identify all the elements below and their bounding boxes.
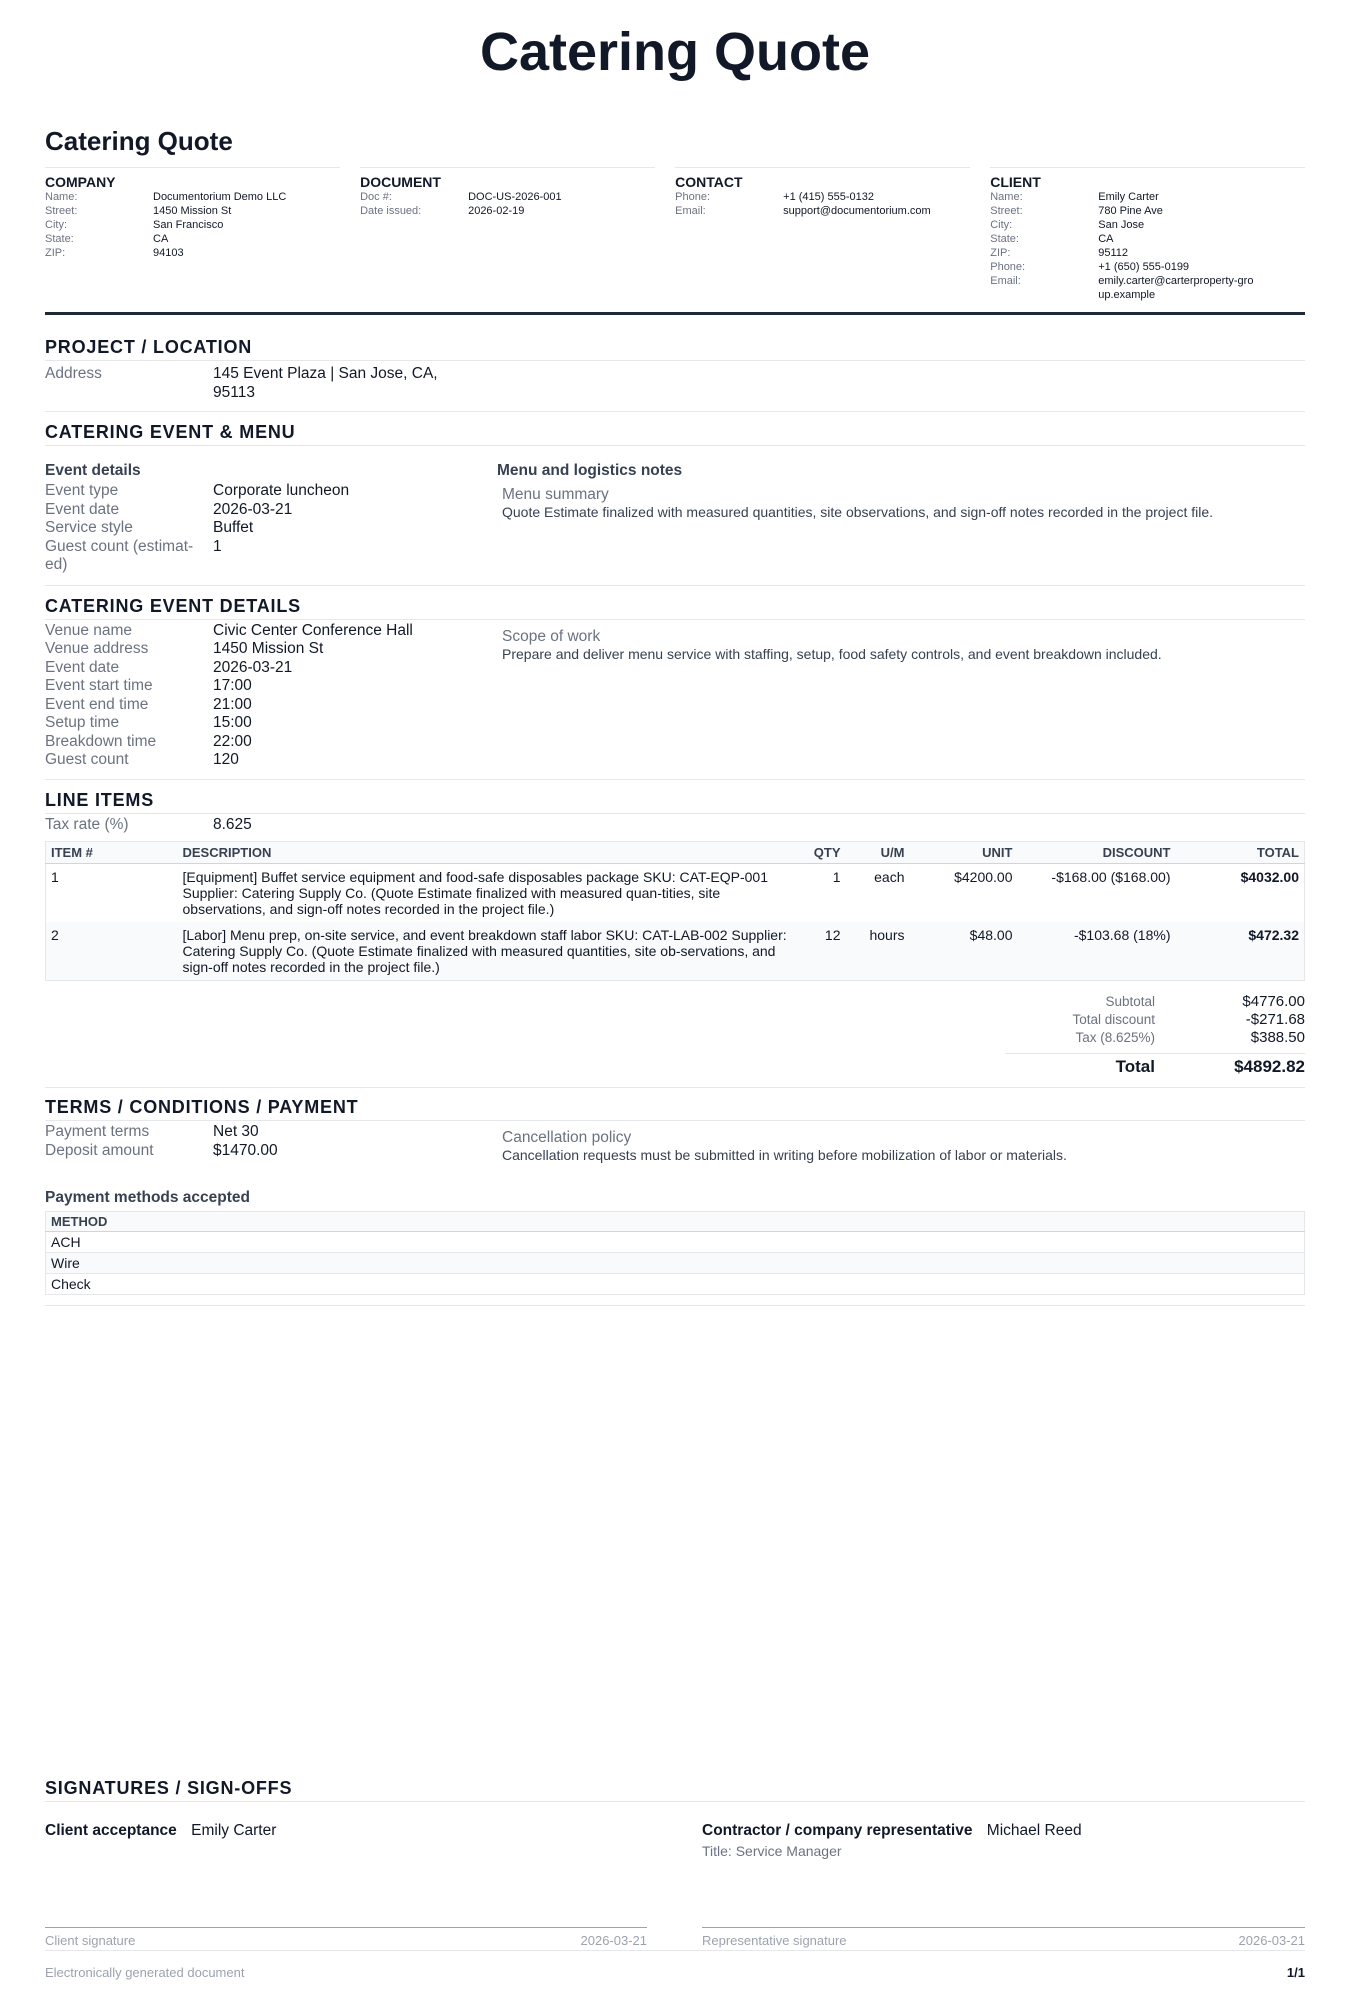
kv-key: Event date (45, 500, 120, 518)
signatures-section (45, 1778, 1305, 1859)
client-signature-block (45, 1822, 647, 1859)
terms-heading: TERMS / CONDITIONS / PAYMENT (45, 1097, 1305, 1121)
event-details-section-heading: CATERING EVENT DETAILS (45, 596, 1305, 620)
kv-key: Guest count (45, 751, 129, 768)
info-row (990, 232, 1305, 246)
info-value: DOC-US-2026-001 (468, 191, 562, 203)
cell-unit: $4200.00 (954, 869, 1013, 885)
info-row (675, 204, 970, 218)
address-value: 145 Event Plaza | San Jose, CA, 95113 (213, 365, 438, 401)
info-value: CA (1098, 233, 1114, 245)
cell-item: 1 (51, 869, 59, 885)
info-row (990, 260, 1305, 274)
client-signature-label: Client signature (45, 1933, 136, 1948)
info-value: San Francisco (153, 219, 224, 231)
info-value: 780 Pine Ave (1098, 205, 1163, 217)
kv-key: Event type (45, 482, 119, 499)
info-row (45, 190, 340, 204)
tax-rate-value: 8.625 (213, 815, 252, 833)
rep-signature-block (702, 1822, 1305, 1859)
info-row (45, 218, 340, 232)
signature-lines (45, 1927, 1305, 1948)
cell-description: [Equipment] Buffet service equipment and food-safe disposables package SKU: CAT-EQP-001 Supplier: Catering Supply Co. (Quote Estimate finalized with measured quan-tities, site observations, and sign-off notes recorded in the project file.) (182, 869, 768, 917)
header-info-grid (45, 167, 1305, 315)
info-row (360, 190, 655, 204)
company-block (45, 167, 360, 302)
kv-key: Setup time (45, 714, 120, 731)
kv-row (45, 519, 497, 538)
kv-value: 15:00 (213, 714, 252, 731)
event-details-column (45, 462, 497, 575)
info-key: Street: (45, 205, 78, 217)
event-details-heading: Event details (45, 462, 141, 479)
kv-row (45, 751, 502, 770)
kv-row (45, 733, 502, 752)
kv-row (45, 696, 502, 715)
menu-summary-label: Menu summary (502, 486, 609, 503)
table-header-row (46, 842, 1305, 864)
cell-unit: $48.00 (910, 922, 1018, 981)
client-signature-line (45, 1927, 647, 1948)
info-row (45, 246, 340, 260)
kv-key: Event end time (45, 695, 149, 713)
col-unit: UNIT (910, 842, 1018, 864)
kv-value: 120 (213, 751, 239, 768)
client-acceptance-label: Client acceptance (45, 1822, 177, 1839)
info-row (45, 204, 340, 218)
cell-um: each (874, 869, 905, 885)
company-heading: COMPANY (45, 167, 340, 190)
info-value: +1 (650) 555-0199 (1098, 261, 1190, 273)
kv-value: 22:00 (213, 732, 252, 750)
totals-block (1005, 993, 1305, 1076)
rep-title: Title: Service Manager (702, 1843, 842, 1859)
total-value: $4892.82 (1234, 1057, 1305, 1076)
kv-key: Event date (45, 658, 120, 676)
signatures-heading: SIGNATURES / SIGN-OFFS (45, 1778, 1305, 1802)
divider (45, 1087, 1305, 1088)
divider (45, 585, 1305, 586)
cell-discount: -$103.68 (18%) (1018, 922, 1176, 981)
tax-value: $388.50 (1250, 1029, 1305, 1046)
kv-value: 21:00 (213, 695, 252, 713)
table-row (46, 864, 1305, 923)
payment-methods-heading: Payment methods accepted (45, 1189, 251, 1206)
client-signature-date: 2026-03-21 (580, 1933, 647, 1948)
info-row (990, 274, 1305, 302)
menu-notes-heading: Menu and logistics notes (497, 462, 683, 479)
info-value: 1450 Mission St (153, 205, 232, 217)
client-name: Emily Carter (191, 1822, 277, 1839)
line-items-heading: LINE ITEMS (45, 790, 1305, 814)
document-page (45, 0, 1305, 2000)
cell-item: 2 (46, 922, 178, 981)
info-row (45, 232, 340, 246)
total-row (1005, 1053, 1305, 1076)
info-value: San Jose (1098, 219, 1145, 231)
method-cell: Check (46, 1274, 1305, 1295)
kv-key: Service style (45, 519, 133, 536)
kv-value: 2026-03-21 (213, 658, 293, 676)
divider (45, 779, 1305, 780)
kv-key: Payment terms (45, 1123, 150, 1140)
info-key: Street: (990, 205, 1023, 217)
info-value: 95112 (1098, 247, 1129, 259)
method-cell: ACH (46, 1232, 1305, 1253)
cell-total: $472.32 (1176, 922, 1305, 981)
footer (45, 1950, 1305, 1980)
address-label: Address (45, 365, 102, 382)
col-description: DESCRIPTION (178, 842, 803, 864)
kv-key: Deposit amount (45, 1141, 154, 1159)
tax-rate-label: Tax rate (%) (45, 815, 129, 833)
kv-row (45, 659, 502, 678)
table-row (46, 1232, 1305, 1253)
menu-summary-text: Quote Estimate finalized with measured quantities, site observations, and sign-off notes recorded in the project file. (502, 504, 1214, 520)
kv-key: Venue name (45, 621, 133, 639)
client-acceptance-line (45, 1822, 647, 1840)
scope-text: Prepare and deliver menu service with staffing, setup, food safety controls, and event breakdown included. (502, 645, 1162, 662)
col-qty: QTY (803, 842, 846, 864)
discount-value: -$271.68 (1245, 1011, 1305, 1028)
kv-row (45, 482, 497, 501)
kv-value: Buffet (213, 519, 254, 536)
col-total: TOTAL (1176, 842, 1305, 864)
table-row (46, 922, 1305, 981)
kv-row (45, 714, 502, 733)
client-block (990, 167, 1305, 302)
event-details-body (45, 622, 1305, 770)
kv-value: 2026-03-21 (213, 500, 293, 518)
info-value: emily.carter@carterproperty-group.example (1098, 275, 1254, 301)
info-key: State: (990, 233, 1019, 245)
kv-key: Breakdown time (45, 732, 157, 750)
cell-description: [Labor] Menu prep, on-site service, and event breakdown staff labor SKU: CAT-LAB-002 Supplier: Catering Supply Co. (Quote Estimate finalized with measured quantities, site ob-servations, and sign-off notes recorded in the project file.) (178, 922, 803, 981)
terms-body (45, 1123, 1305, 1163)
rep-name: Michael Reed (986, 1822, 1082, 1839)
kv-value: 1 (213, 537, 222, 555)
info-key: City: (45, 219, 67, 231)
footer-text: Electronically generated document (45, 1965, 245, 1980)
info-value: +1 (415) 555-0132 (783, 191, 874, 203)
kv-key: Event start time (45, 677, 153, 694)
divider (45, 411, 1305, 412)
menu-notes-column (497, 462, 1305, 575)
subtotal-label: Subtotal (1105, 994, 1155, 1009)
kv-row (45, 1123, 502, 1142)
info-key: ZIP: (45, 247, 66, 259)
info-row (675, 190, 970, 204)
kv-row (45, 501, 497, 520)
line-items-table (45, 841, 1305, 981)
address-row (45, 365, 1305, 402)
kv-value: 1450 Mission St (213, 640, 324, 657)
kv-value: Civic Center Conference Hall (213, 621, 413, 639)
table-header-row (46, 1212, 1305, 1232)
cancellation-text: Cancellation requests must be submitted in writing before mobilization of labor or materials. (502, 1147, 1067, 1163)
kv-key: Venue address (45, 640, 149, 657)
kv-row (45, 622, 502, 641)
document-title: Catering Quote (45, 126, 233, 156)
cell-discount: -$168.00 ($168.00) (1051, 869, 1171, 885)
kv-value: $1470.00 (213, 1141, 278, 1159)
divider (45, 1305, 1305, 1306)
contact-block (675, 167, 990, 302)
tax-row (1005, 1029, 1305, 1047)
info-row (990, 204, 1305, 218)
kv-row (45, 677, 502, 696)
col-um: U/M (846, 842, 910, 864)
info-value: Emily Carter (1098, 191, 1159, 203)
method-cell: Wire (46, 1253, 1305, 1274)
info-row (990, 190, 1305, 204)
event-menu-body (45, 462, 1305, 575)
col-discount: DISCOUNT (1018, 842, 1176, 864)
payment-methods-table (45, 1211, 1305, 1295)
signature-blocks (45, 1822, 1305, 1859)
terms-column (45, 1123, 502, 1163)
kv-row (45, 538, 497, 575)
info-key: State: (45, 233, 74, 245)
event-menu-heading: CATERING EVENT & MENU (45, 422, 1305, 446)
col-method: METHOD (46, 1212, 1305, 1232)
info-value: CA (153, 233, 169, 245)
info-value: 94103 (153, 247, 184, 259)
subtotal-row (1005, 993, 1305, 1011)
rep-line (702, 1822, 1305, 1840)
table-row (46, 1253, 1305, 1274)
kv-value: 17:00 (213, 677, 252, 694)
contact-heading: CONTACT (675, 167, 970, 190)
page-number: 1/1 (1286, 1965, 1305, 1980)
client-heading: CLIENT (990, 167, 1305, 190)
document-heading: DOCUMENT (360, 167, 655, 190)
col-item: ITEM # (46, 842, 178, 864)
cell-um: hours (846, 922, 910, 981)
cell-qty: 1 (832, 869, 841, 885)
discount-label: Total discount (1072, 1012, 1155, 1027)
info-value: support@documentorium.com (783, 205, 931, 217)
project-heading: PROJECT / LOCATION (45, 337, 1305, 361)
info-key: Email: (675, 205, 706, 217)
totals-area (45, 981, 1305, 1087)
info-key: Phone: (990, 261, 1026, 273)
info-key: Email: (990, 275, 1021, 287)
kv-value: Corporate luncheon (213, 482, 350, 499)
info-row (360, 204, 655, 218)
total-label: Total (1115, 1057, 1155, 1076)
kv-row (45, 1142, 502, 1161)
scope-label: Scope of work (502, 627, 601, 645)
main-title: Catering Quote (479, 22, 871, 82)
info-key: Name: (990, 191, 1023, 203)
kv-row (45, 640, 502, 659)
kv-value: Net 30 (213, 1123, 259, 1140)
info-key: City: (990, 219, 1013, 231)
table-row (46, 1274, 1305, 1295)
info-key: Name: (45, 191, 78, 203)
cancellation-label: Cancellation policy (502, 1129, 632, 1146)
rep-signature-label: Representative signature (702, 1933, 847, 1948)
discount-row (1005, 1011, 1305, 1029)
info-key: Phone: (675, 191, 711, 203)
cancellation-column (502, 1123, 1305, 1163)
rep-signature-date: 2026-03-21 (1238, 1933, 1305, 1948)
cell-qty: 12 (803, 922, 846, 981)
info-value: 2026-02-19 (468, 205, 525, 217)
rep-label: Contractor / company representative (702, 1822, 973, 1839)
document-block (360, 167, 675, 302)
subtotal-value: $4776.00 (1242, 993, 1305, 1010)
info-row (990, 218, 1305, 232)
scope-column (502, 622, 1305, 770)
info-key: Date issued: (360, 205, 422, 217)
info-row (990, 246, 1305, 260)
cell-total: $4032.00 (1240, 869, 1299, 885)
venue-column (45, 622, 502, 770)
tax-rate-row (45, 816, 1305, 835)
info-value: Documentorium Demo LLC (153, 191, 287, 203)
info-key: ZIP: (990, 247, 1011, 259)
rep-signature-line (702, 1927, 1305, 1948)
tax-label: Tax (8.625%) (1075, 1030, 1155, 1045)
info-key: Doc #: (360, 191, 392, 203)
kv-key: Guest count (estimat-ed) (45, 537, 194, 573)
